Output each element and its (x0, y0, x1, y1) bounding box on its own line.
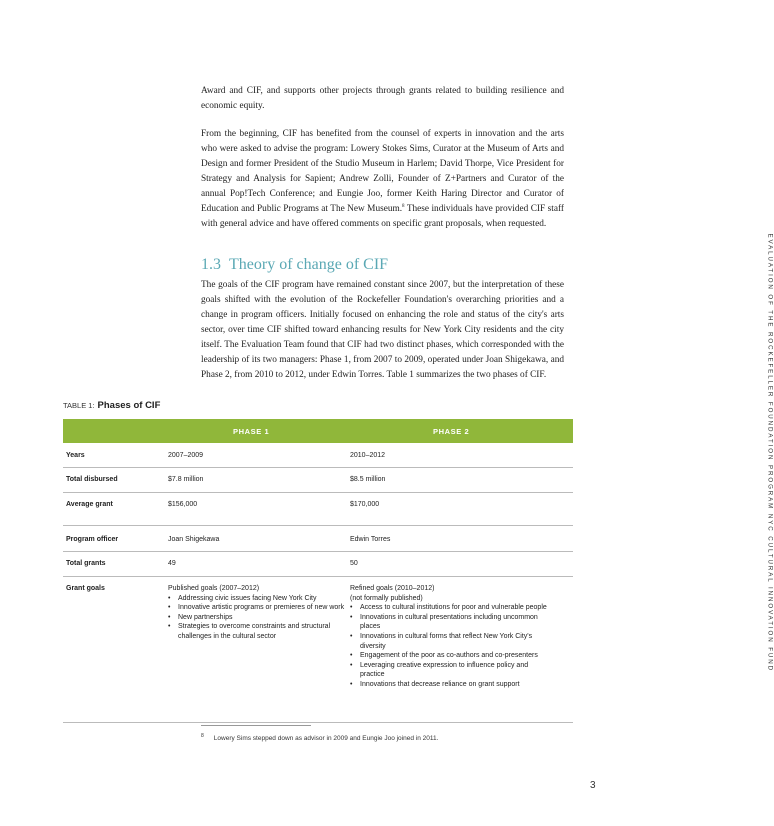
section-number: 1.3 (201, 256, 221, 273)
row-label-average-grant: Average grant (66, 501, 113, 508)
body-paragraph-1: Award and CIF, and supports other projects through grants related to building resilience and economic equity. (201, 86, 564, 111)
list-item: • Engagement of the poor as co-authors and co-presenters (350, 651, 550, 661)
table-caption-label: TABLE 1: (63, 401, 95, 410)
list-item: • Innovations in cultural presentations including uncommon places (350, 613, 550, 632)
list-item: • Innovative artistic programs or premieres of new work (168, 603, 348, 613)
disbursed-phase-2: $8.5 million (350, 476, 386, 483)
header-phase-2: PHASE 2 (433, 427, 470, 436)
goals-phase-2-note: (not formally published) (350, 594, 423, 602)
total-grants-phase-2: 50 (350, 560, 358, 567)
side-running-title: EVALUATION OF THE ROCKEFELLER FOUNDATION PROGRAM NYC CULTURAL INNOVATION FUND (766, 233, 774, 673)
body-paragraph-2 (201, 127, 564, 232)
footnote-divider (201, 725, 311, 726)
average-grant-phase-2: $170,000 (350, 501, 380, 508)
disbursed-phase-1: $7.8 million (168, 476, 204, 483)
years-phase-2: 2010–2012 (350, 452, 386, 459)
program-officer-phase-1: Joan Shigekawa (168, 536, 220, 543)
footnote-reference: 8 (402, 203, 405, 209)
row-label-program-officer: Program officer (66, 536, 119, 543)
paragraph-2-tail: These individuals have provided CIF staff with general advice and have offered comments on specific grant proposals, when requested. (201, 204, 564, 229)
goals-phase-2-intro: Refined goals (2010–2012) (350, 585, 435, 592)
program-officer-phase-2: Edwin Torres (350, 536, 391, 543)
table-row-program-officer (63, 526, 573, 552)
table-row-disbursed (63, 468, 573, 493)
grant-goals-phase-1 (168, 584, 348, 642)
table-caption (63, 400, 160, 411)
average-grant-phase-1: $156,000 (168, 501, 198, 508)
table-caption-title: Phases of CIF (97, 400, 161, 411)
footnote-mark: 8 (201, 733, 204, 739)
list-item: • Addressing civic issues facing New York City (168, 594, 348, 604)
list-item: • Access to cultural institutions for poor and vulnerable people (350, 603, 550, 613)
list-item: • Leveraging creative expression to influence policy and practice (350, 661, 550, 680)
body-paragraph-3: The goals of the CIF program have remained constant since 2007, but the interpretation of these goals shifted with the evolution of the Rockefeller Foundation's overarching priorities and a change in program officers. Initially focused on enhancing the role and status of the city's arts sector, over time CIF shifted toward enhancing results for New York City residents and the city itself. The Evaluation Team found that CIF had two distinct phases, which corresponded with the leadership of its two managers: Phase 1, from 2007 to 2009, operated under Joan Shigekawa, and Phase 2, from 2010 to 2012, under Edwin Torres. Table 1 summarizes the two phases of CIF. (201, 280, 564, 380)
header-phase-1: PHASE 1 (233, 427, 270, 436)
table-row-years (63, 443, 573, 468)
row-label-total-grants: Total grants (66, 560, 106, 567)
row-label-disbursed: Total disbursed (66, 476, 118, 483)
goals-phase-1-list (168, 594, 348, 642)
list-item: • New partnerships (168, 613, 348, 623)
footnote (201, 733, 438, 742)
goals-phase-2-list (350, 603, 550, 689)
years-phase-1: 2007–2009 (168, 452, 204, 459)
table-row-grant-goals (63, 577, 573, 723)
table-row-total-grants (63, 552, 573, 577)
page-number: 3 (590, 780, 596, 791)
section-heading (201, 256, 388, 274)
goals-phase-1-intro: Published goals (2007–2012) (168, 585, 260, 592)
row-label-grant-goals: Grant goals (66, 585, 105, 592)
list-item: • Innovations in cultural forms that reflect New York City's diversity (350, 632, 550, 651)
section-title: Theory of change of CIF (229, 256, 389, 273)
table-header-row (63, 419, 573, 443)
total-grants-phase-1: 49 (168, 560, 176, 567)
table-row-average-grant (63, 493, 573, 526)
list-item: • Strategies to overcome constraints and structural challenges in the cultural sector (168, 622, 348, 641)
paragraph-2-main: From the beginning, CIF has benefited from the counsel of experts in innovation and the arts who were asked to advise the program: Lowery Stokes Sims, Curator at the Museum of Arts and Design and former President of the Studio Museum in Harlem; David Thorpe, Vice President for Strategy and Analysis for Sapient; Andrew Zolli, Founder of Z+Partners and Curator of the annual Pop!Tech Conference; and Eungie Joo, former Keith Haring Director and Curator of Education and Public Programs at The New Museum. (201, 129, 564, 214)
grant-goals-phase-2 (350, 584, 550, 690)
list-item: • Innovations that decrease reliance on grant support (350, 680, 550, 690)
row-label-years: Years (66, 452, 85, 459)
phases-table (63, 419, 573, 723)
footnote-text: Lowery Sims stepped down as advisor in 2009 and Eungie Joo joined in 2011. (213, 735, 439, 743)
